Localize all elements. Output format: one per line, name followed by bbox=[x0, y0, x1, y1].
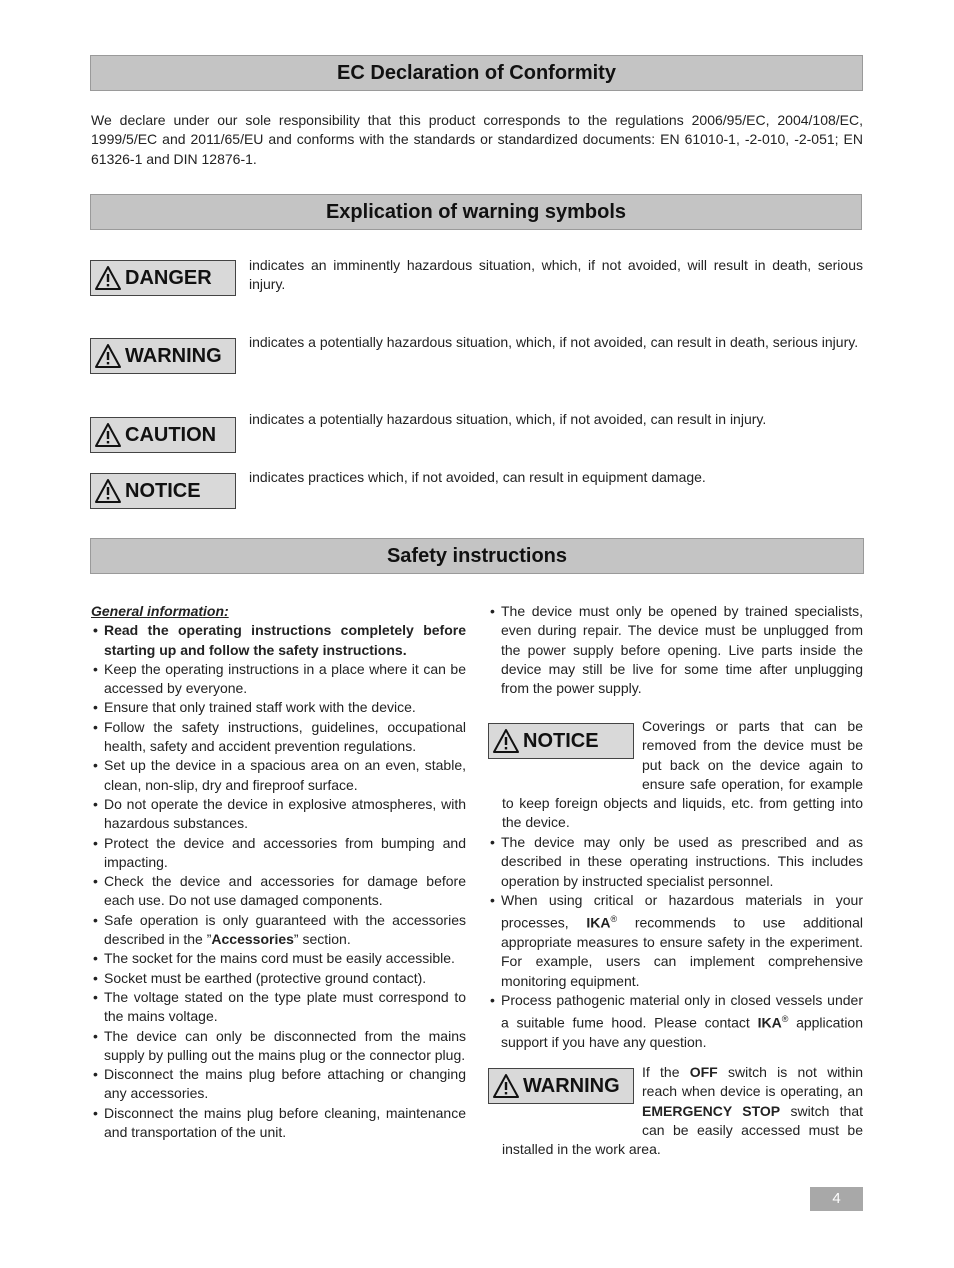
list-item: • Protect the device and accessories from bumping and impacting. bbox=[91, 834, 466, 873]
right-column-middle bbox=[488, 833, 863, 1053]
warning-triangle-icon bbox=[94, 265, 122, 291]
brand-name: IKA bbox=[586, 914, 611, 931]
caution-description: indicates a potentially hazardous situation, which, if not avoided, can result in injury. bbox=[249, 411, 767, 427]
list-item: • Disconnect the mains plug before attaching or changing any accessories. bbox=[91, 1065, 466, 1104]
warning-triangle-icon bbox=[94, 422, 122, 448]
notice-description: indicates practices which, if not avoided, can result in equipment damage. bbox=[249, 469, 706, 485]
danger-label: DANGER bbox=[125, 266, 212, 289]
warning-description: indicates a potentially hazardous situation, which, if not avoided, can result in death, serious injury. bbox=[249, 334, 859, 350]
list-item: • The device must only be opened by trained specialists, even during repair. The device must be unplugged from the power supply before opening. Live parts inside the device may still be live for some time after unplugging from the power supply. bbox=[488, 602, 863, 698]
list-item: • Safe operation is only guaranteed with the accessories described in the ”Accessories” section. bbox=[91, 911, 466, 950]
list-item: • Set up the device in a spacious area on an even, stable, clean, non-slip, dry and fireproof surface. bbox=[91, 756, 466, 795]
list-item: • Socket must be earthed (protective ground contact). bbox=[91, 969, 466, 988]
list-item: • The device can only be disconnected from the mains supply by pulling out the mains plug or the connector plug. bbox=[91, 1027, 466, 1066]
general-information-heading: General information: bbox=[91, 603, 229, 619]
warning-badge bbox=[90, 338, 236, 374]
section-title-ec: EC Declaration of Conformity bbox=[90, 55, 863, 91]
list-item: • The device may only be used as prescribed and as described in these operating instructions. This includes operation by instructed specialist personnel. bbox=[488, 833, 863, 891]
section-title-warning-symbols: Explication of warning symbols bbox=[90, 194, 862, 230]
list-item: • The voltage stated on the type plate must correspond to the mains voltage. bbox=[91, 988, 466, 1027]
danger-description: indicates an imminently hazardous situation, which, if not avoided, will result in death, serious injury. bbox=[249, 257, 863, 293]
warning-label: WARNING bbox=[125, 344, 222, 367]
safety-list-left bbox=[91, 621, 466, 1142]
list-item: • Read the operating instructions completely before starting up and follow the safety instructions. bbox=[91, 621, 466, 660]
warning-triangle-icon bbox=[94, 478, 122, 504]
safety-list-right-top bbox=[488, 602, 863, 698]
caution-badge bbox=[90, 417, 236, 453]
list-item: • Follow the safety instructions, guidelines, occupational health, safety and accident prevention regulations. bbox=[91, 718, 466, 757]
ec-declaration-text: We declare under our sole responsibility that this product corresponds to the regulations 2006/95/EC, 2004/108/EC, 1999/5/EC and 2011/65/EU and conforms with the standards or standardized documents: EN 61010-1, -2-010, -2-051; EN 61326-1 and DIN 12876-1. bbox=[91, 112, 863, 167]
notice-text-block bbox=[502, 717, 863, 833]
notice-label: NOTICE bbox=[523, 729, 599, 752]
list-item: • Do not operate the device in explosive atmospheres, with hazardous substances. bbox=[91, 795, 466, 834]
list-item: • Check the device and accessories for damage before each use. Do not use damaged components. bbox=[91, 872, 466, 911]
danger-badge bbox=[90, 260, 236, 296]
list-item: • Ensure that only trained staff work with the device. bbox=[91, 698, 466, 717]
list-item: • The socket for the mains cord must be easily accessible. bbox=[91, 949, 466, 968]
warning-triangle-icon bbox=[94, 343, 122, 369]
right-column-top bbox=[488, 602, 863, 698]
warning-label: WARNING bbox=[523, 1074, 620, 1097]
warning-text-block: If the OFF switch is not within reach when device is operating, an EMERGENCY STOP switch that can be easily accessed must be installed in the work area. bbox=[502, 1064, 863, 1158]
section-title-safety: Safety instructions bbox=[90, 538, 864, 574]
list-item: • When using critical or hazardous materials in your processes, IKA® recommends to use additional appropriate measures to ensure safety in the experiment. For example, users can implement comprehensive monitoring equipment. bbox=[488, 891, 863, 991]
list-item: • Keep the operating instructions in a place where it can be accessed by everyone. bbox=[91, 660, 466, 699]
page-number: 4 bbox=[810, 1187, 863, 1211]
list-item: • Process pathogenic material only in closed vessels under a suitable fume hood. Please contact IKA® application support if you have any question. bbox=[488, 991, 863, 1053]
notice-badge bbox=[90, 473, 236, 509]
list-item: • Disconnect the mains plug before cleaning, maintenance and transportation of the unit. bbox=[91, 1104, 466, 1143]
notice-label: NOTICE bbox=[125, 479, 201, 502]
left-column bbox=[91, 602, 466, 1142]
caution-label: CAUTION bbox=[125, 423, 217, 446]
brand-name: IKA bbox=[757, 1014, 782, 1031]
safety-list-right-middle bbox=[488, 833, 863, 1053]
notice-text: Coverings or parts that can be removed from the device must be put back on the device again to ensure safe operation, for example to keep foreign objects and liquids, etc. from getting into the device. bbox=[502, 718, 863, 831]
emergency-stop-ref: EMERGENCY STOP bbox=[642, 1102, 781, 1119]
off-switch-ref: OFF bbox=[689, 1064, 718, 1080]
accessories-ref: Accessories bbox=[211, 931, 294, 948]
